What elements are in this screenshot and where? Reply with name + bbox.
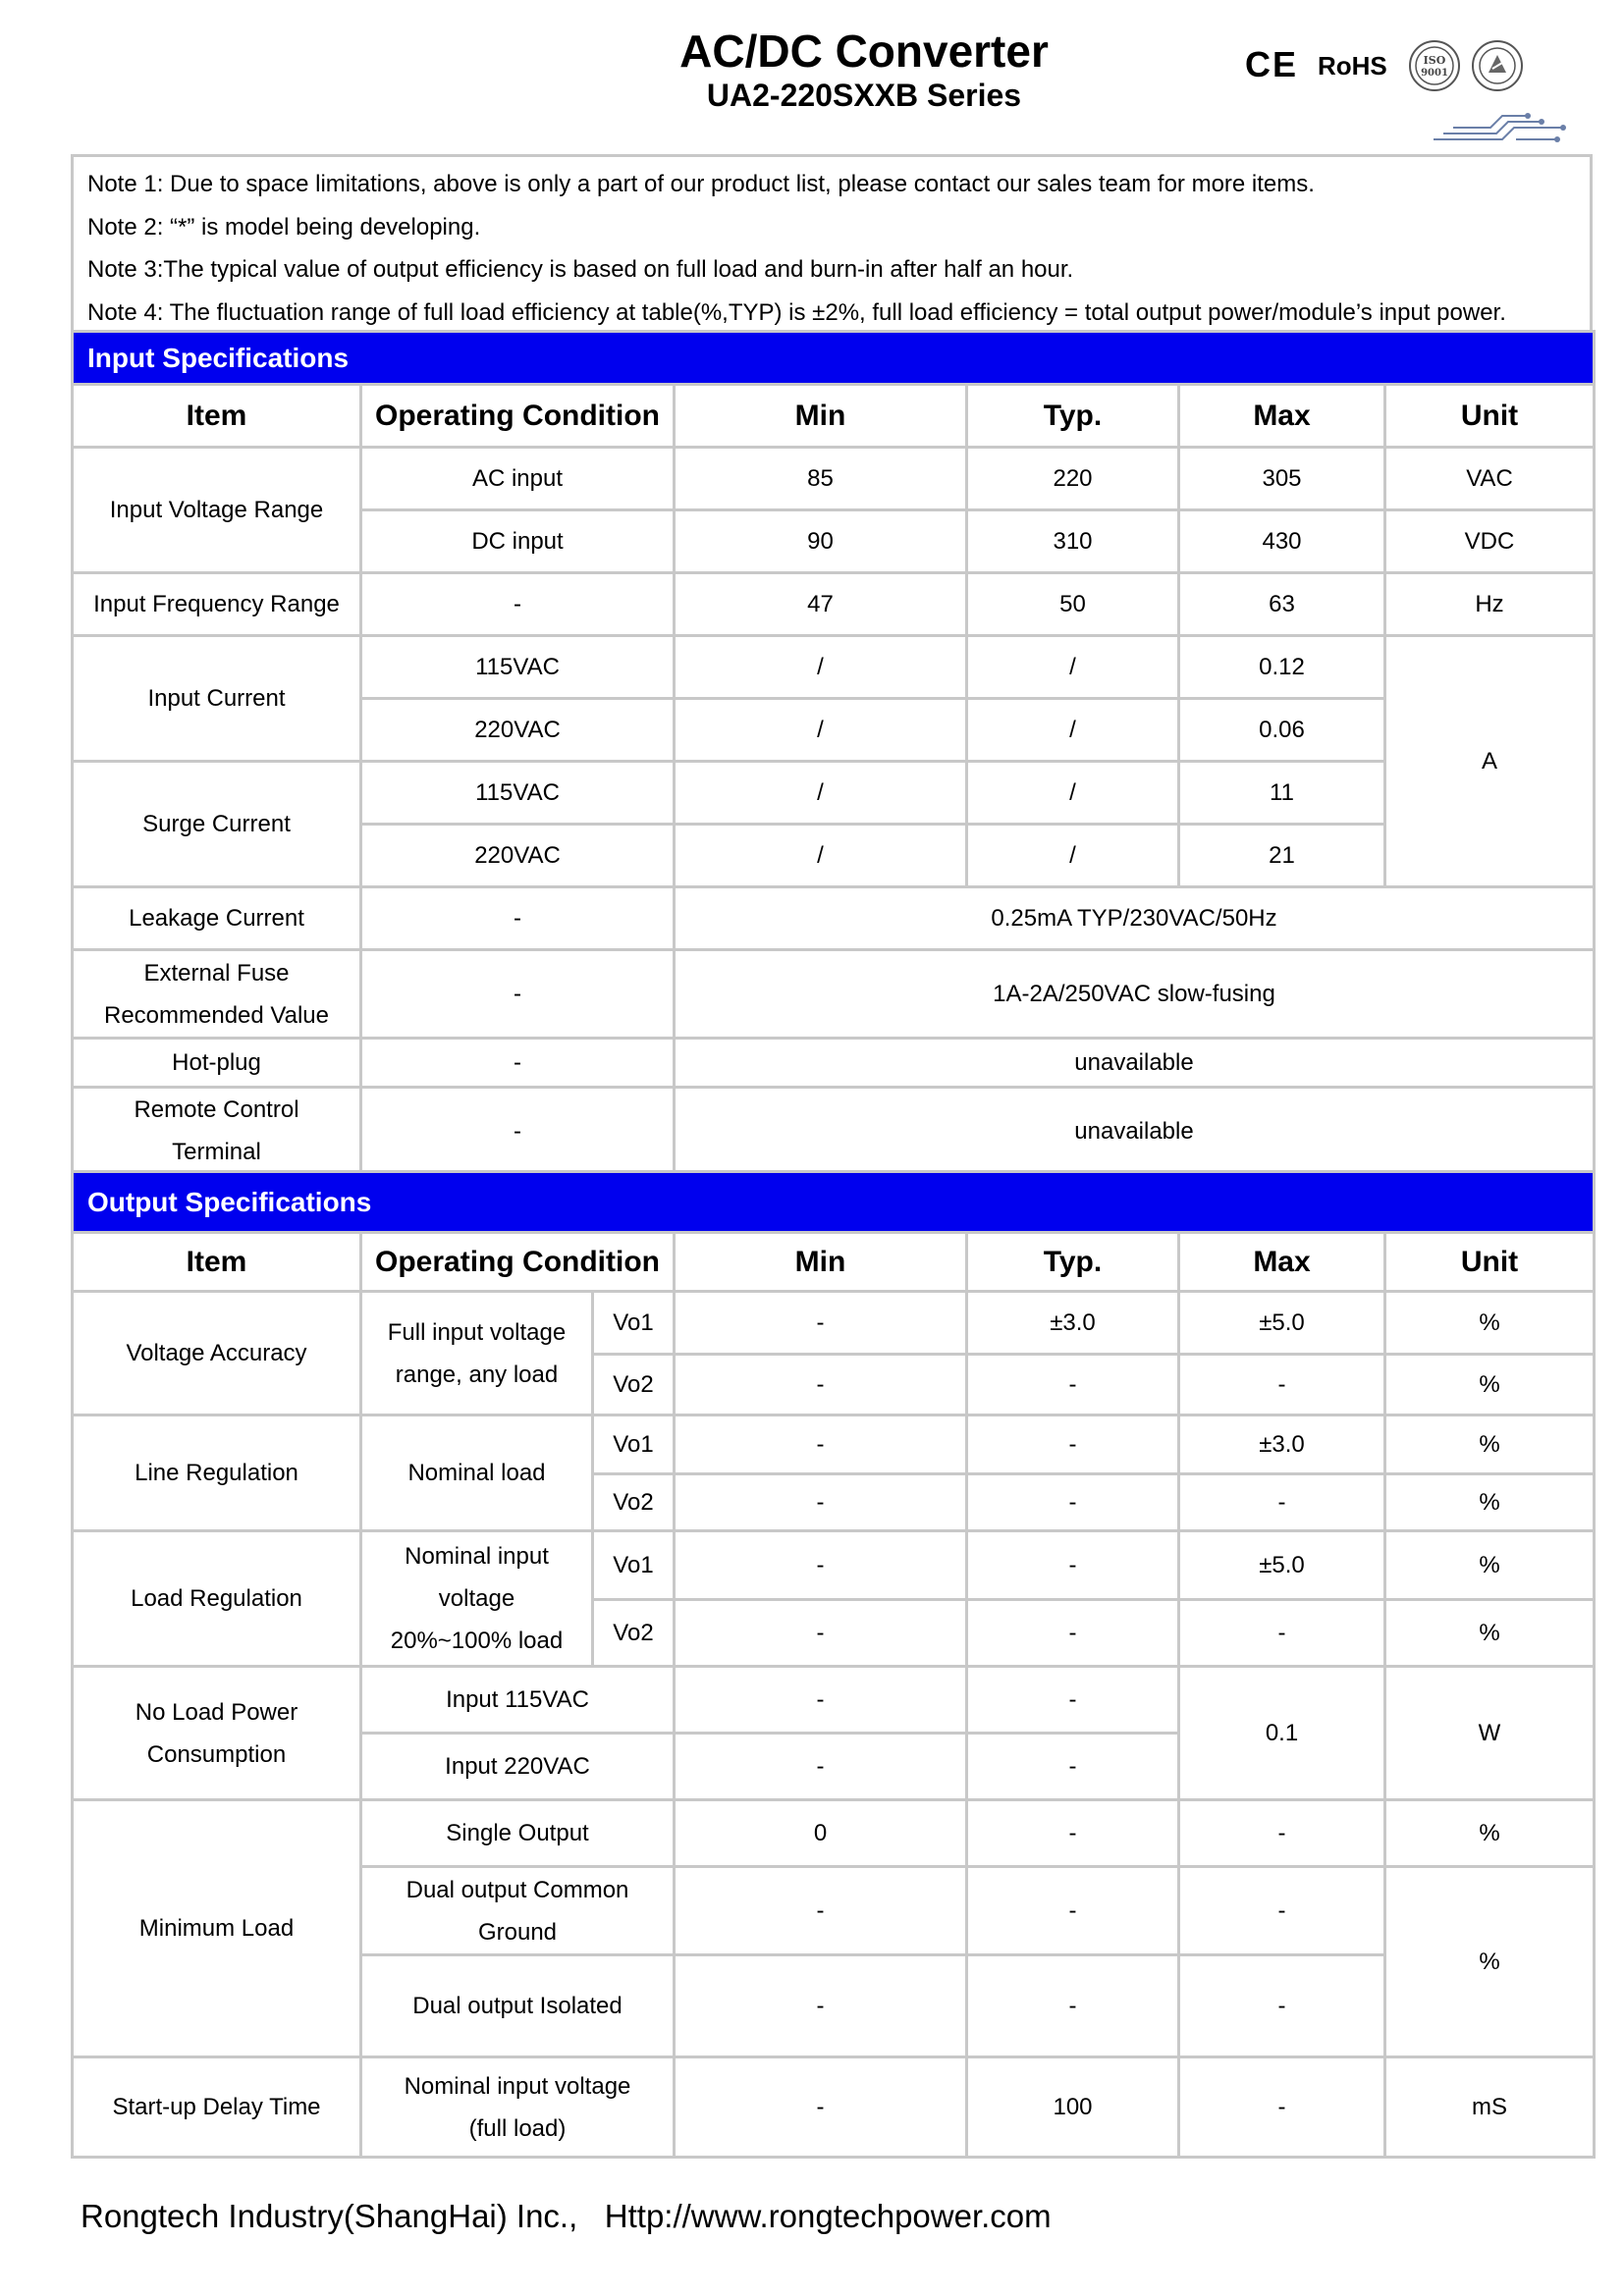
condition-cell: Input 220VAC xyxy=(361,1734,675,1800)
input-specifications-table xyxy=(71,330,1596,1176)
unit-cell: A xyxy=(1385,636,1595,887)
min-cell: - xyxy=(675,1474,967,1531)
min-cell: 85 xyxy=(675,448,967,510)
page-title: AC/DC Converter xyxy=(679,26,1049,77)
table-row xyxy=(73,636,1595,699)
max-cell: - xyxy=(1179,1355,1385,1415)
row-label: Leakage Current xyxy=(73,887,361,950)
table-row xyxy=(73,762,1595,825)
row-label: Minimum Load xyxy=(73,1800,361,2057)
min-cell: - xyxy=(675,1955,967,2057)
condition-line: 20%~100% load xyxy=(390,1628,564,1654)
column-header-typ: Typ. xyxy=(967,385,1179,448)
table-row xyxy=(73,1415,1595,1474)
max-cell: ±5.0 xyxy=(1179,1292,1385,1355)
max-cell: - xyxy=(1179,1474,1385,1531)
channel-cell: Vo2 xyxy=(593,1474,675,1531)
max-cell: 430 xyxy=(1179,510,1385,573)
iso-9001-icon xyxy=(1408,39,1461,92)
typ-cell: 310 xyxy=(967,510,1179,573)
condition-cell xyxy=(361,1867,675,1955)
condition-cell: 220VAC xyxy=(361,699,675,762)
section-header-output xyxy=(73,1172,1595,1233)
typ-cell: 220 xyxy=(967,448,1179,510)
min-cell: - xyxy=(675,1867,967,1955)
typ-cell: - xyxy=(967,1800,1179,1867)
rohs-mark: RoHS xyxy=(1318,51,1387,80)
min-cell: - xyxy=(675,1355,967,1415)
row-label: Start-up Delay Time xyxy=(73,2057,361,2158)
channel-cell: Vo1 xyxy=(593,1531,675,1600)
max-cell: 305 xyxy=(1179,448,1385,510)
max-cell: 21 xyxy=(1179,825,1385,887)
column-header-item: Item xyxy=(73,385,361,448)
typ-cell: - xyxy=(967,1867,1179,1955)
typ-cell: - xyxy=(967,1355,1179,1415)
condition-cell: - xyxy=(361,1088,675,1175)
min-cell: 90 xyxy=(675,510,967,573)
condition-cell: Nominal load xyxy=(361,1415,593,1531)
unit-cell: VAC xyxy=(1385,448,1595,510)
row-label: Line Regulation xyxy=(73,1415,361,1531)
row-label: Load Regulation xyxy=(73,1531,361,1667)
unit-cell: % xyxy=(1385,1800,1595,1867)
row-label xyxy=(73,1088,361,1175)
table-row xyxy=(73,1531,1595,1600)
min-cell: - xyxy=(675,1292,967,1355)
typ-cell: / xyxy=(967,636,1179,699)
column-header-condition: Operating Condition xyxy=(361,1233,675,1292)
condition-cell: Input 115VAC xyxy=(361,1667,675,1734)
channel-cell: Vo1 xyxy=(593,1415,675,1474)
condition-line: (full load) xyxy=(468,2114,567,2142)
max-cell: ±5.0 xyxy=(1179,1531,1385,1600)
condition-line: Nominal input voltage xyxy=(404,2072,631,2100)
table-row xyxy=(73,1039,1595,1088)
section-header-input xyxy=(73,332,1595,385)
row-label xyxy=(73,1667,361,1800)
output-specifications-table xyxy=(71,1170,1596,2159)
unit-cell: mS xyxy=(1385,2057,1595,2158)
row-label: Input Current xyxy=(73,636,361,762)
min-cell: / xyxy=(675,762,967,825)
table-header-row xyxy=(73,385,1595,448)
max-cell: 0.12 xyxy=(1179,636,1385,699)
channel-cell: Vo2 xyxy=(593,1355,675,1415)
value-cell: unavailable xyxy=(675,1088,1595,1175)
table-row xyxy=(73,1667,1595,1734)
unit-cell: VDC xyxy=(1385,510,1595,573)
row-label xyxy=(73,950,361,1039)
column-header-min: Min xyxy=(675,1233,967,1292)
typ-cell: / xyxy=(967,825,1179,887)
unit-cell: Hz xyxy=(1385,573,1595,636)
channel-cell: Vo1 xyxy=(593,1292,675,1355)
condition-cell: Dual output Isolated xyxy=(361,1955,675,2057)
min-cell: - xyxy=(675,1415,967,1474)
quality-cert-icon xyxy=(1471,39,1524,92)
column-header-max: Max xyxy=(1179,1233,1385,1292)
min-cell: - xyxy=(675,1734,967,1800)
row-label: Input Voltage Range xyxy=(73,448,361,573)
page-header xyxy=(0,0,1624,147)
condition-cell: - xyxy=(361,950,675,1039)
condition-line: Nominal input xyxy=(405,1543,549,1570)
column-header-unit: Unit xyxy=(1385,1233,1595,1292)
min-cell: / xyxy=(675,699,967,762)
ce-mark: CE xyxy=(1245,44,1299,84)
section-title: Output Specifications xyxy=(73,1172,1595,1233)
typ-cell: / xyxy=(967,762,1179,825)
min-cell: / xyxy=(675,825,967,887)
condition-cell xyxy=(361,1292,593,1415)
max-cell: 63 xyxy=(1179,573,1385,636)
typ-cell: 100 xyxy=(967,2057,1179,2158)
typ-cell: - xyxy=(967,1474,1179,1531)
typ-cell: - xyxy=(967,1955,1179,2057)
condition-cell: 115VAC xyxy=(361,762,675,825)
condition-cell: Single Output xyxy=(361,1800,675,1867)
max-cell: - xyxy=(1179,1867,1385,1955)
condition-cell: DC input xyxy=(361,510,675,573)
max-cell: 0.06 xyxy=(1179,699,1385,762)
min-cell: - xyxy=(675,1600,967,1667)
condition-cell xyxy=(361,2057,675,2158)
min-cell: 0 xyxy=(675,1800,967,1867)
notes-box xyxy=(71,154,1593,334)
row-label: Input Frequency Range xyxy=(73,573,361,636)
condition-cell xyxy=(361,1531,593,1667)
row-label-line: No Load Power xyxy=(135,1698,298,1726)
max-cell: - xyxy=(1179,1955,1385,2057)
typ-cell: - xyxy=(967,1531,1179,1600)
condition-cell: 220VAC xyxy=(361,825,675,887)
column-header-item: Item xyxy=(73,1233,361,1292)
max-cell: ±3.0 xyxy=(1179,1415,1385,1474)
table-row xyxy=(73,950,1595,1039)
svg-text:9001: 9001 xyxy=(1421,68,1448,79)
note-2: Note 2: “*” is model being developing. xyxy=(87,213,481,240)
column-header-unit: Unit xyxy=(1385,385,1595,448)
condition-cell: 115VAC xyxy=(361,636,675,699)
typ-cell: ±3.0 xyxy=(967,1292,1179,1355)
row-label: Voltage Accuracy xyxy=(73,1292,361,1415)
unit-cell: % xyxy=(1385,1531,1595,1600)
unit-cell: % xyxy=(1385,1600,1595,1667)
min-cell: 47 xyxy=(675,573,967,636)
row-label: Hot-plug xyxy=(73,1039,361,1088)
row-label-line: Remote Control xyxy=(134,1096,299,1123)
typ-cell: - xyxy=(967,1667,1179,1734)
table-row xyxy=(73,448,1595,510)
typ-cell: / xyxy=(967,699,1179,762)
company-name: Rongtech Industry(ShangHai) Inc., xyxy=(81,2198,578,2234)
max-cell: - xyxy=(1179,1800,1385,1867)
unit-cell: % xyxy=(1385,1867,1595,2057)
company-url-link[interactable]: Http://www.rongtechpower.com xyxy=(604,2198,1052,2234)
table-row xyxy=(73,1800,1595,1867)
note-3: Note 3:The typical value of output efficiency is based on full load and burn-in after half an hour. xyxy=(87,256,1074,283)
unit-cell: W xyxy=(1385,1667,1595,1800)
condition-cell: - xyxy=(361,887,675,950)
condition-cell: - xyxy=(361,573,675,636)
typ-cell: - xyxy=(967,1734,1179,1800)
min-cell: - xyxy=(675,1531,967,1600)
unit-cell: % xyxy=(1385,1415,1595,1474)
section-title: Input Specifications xyxy=(73,332,1595,385)
table-row xyxy=(73,1088,1595,1175)
unit-cell: % xyxy=(1385,1474,1595,1531)
condition-line: Ground xyxy=(477,1918,558,1946)
table-row xyxy=(73,1292,1595,1355)
table-row xyxy=(73,887,1595,950)
note-1: Note 1: Due to space limitations, above is only a part of our product list, please contact our sales team for more items. xyxy=(87,171,1315,197)
svg-text:ISO: ISO xyxy=(1423,54,1446,67)
note-4: Note 4: The fluctuation range of full load efficiency at table(%,TYP) is ±2%, full load efficiency = total output power/module’s input power. xyxy=(87,298,1506,326)
unit-cell: % xyxy=(1385,1355,1595,1415)
typ-cell: - xyxy=(967,1600,1179,1667)
value-cell: 0.25mA TYP/230VAC/50Hz xyxy=(675,887,1595,950)
unit-cell: % xyxy=(1385,1292,1595,1355)
page-footer xyxy=(81,2197,1052,2236)
value-cell: 1A-2A/250VAC slow-fusing xyxy=(675,950,1595,1039)
condition-cell: AC input xyxy=(361,448,675,510)
column-header-condition: Operating Condition xyxy=(361,385,675,448)
row-label-line: Consumption xyxy=(146,1740,287,1768)
table-row xyxy=(73,2057,1595,2158)
column-header-max: Max xyxy=(1179,385,1385,448)
column-header-min: Min xyxy=(675,385,967,448)
typ-cell: 50 xyxy=(967,573,1179,636)
page-subtitle: UA2-220SXXB Series xyxy=(706,78,1022,113)
row-label: Surge Current xyxy=(73,762,361,887)
condition-line: range, any load xyxy=(395,1361,559,1388)
condition-line: Dual output Common xyxy=(406,1876,629,1903)
min-cell: - xyxy=(675,1667,967,1734)
min-cell: - xyxy=(675,2057,967,2158)
table-header-row xyxy=(73,1233,1595,1292)
channel-cell: Vo2 xyxy=(593,1600,675,1667)
condition-line: Full input voltage xyxy=(387,1318,567,1346)
circuit-decoration-icon xyxy=(1434,108,1571,143)
typ-cell: - xyxy=(967,1415,1179,1474)
condition-cell: - xyxy=(361,1039,675,1088)
condition-line: voltage xyxy=(438,1585,515,1612)
max-cell: 11 xyxy=(1179,762,1385,825)
row-label-line: Recommended Value xyxy=(103,1001,330,1029)
min-cell: / xyxy=(675,636,967,699)
table-row xyxy=(73,573,1595,636)
max-cell: - xyxy=(1179,1600,1385,1667)
max-cell: 0.1 xyxy=(1179,1667,1385,1800)
row-label-line: External Fuse xyxy=(143,959,290,987)
max-cell: - xyxy=(1179,2057,1385,2158)
column-header-typ: Typ. xyxy=(967,1233,1179,1292)
value-cell: unavailable xyxy=(675,1039,1595,1088)
row-label-line: Terminal xyxy=(172,1139,261,1165)
